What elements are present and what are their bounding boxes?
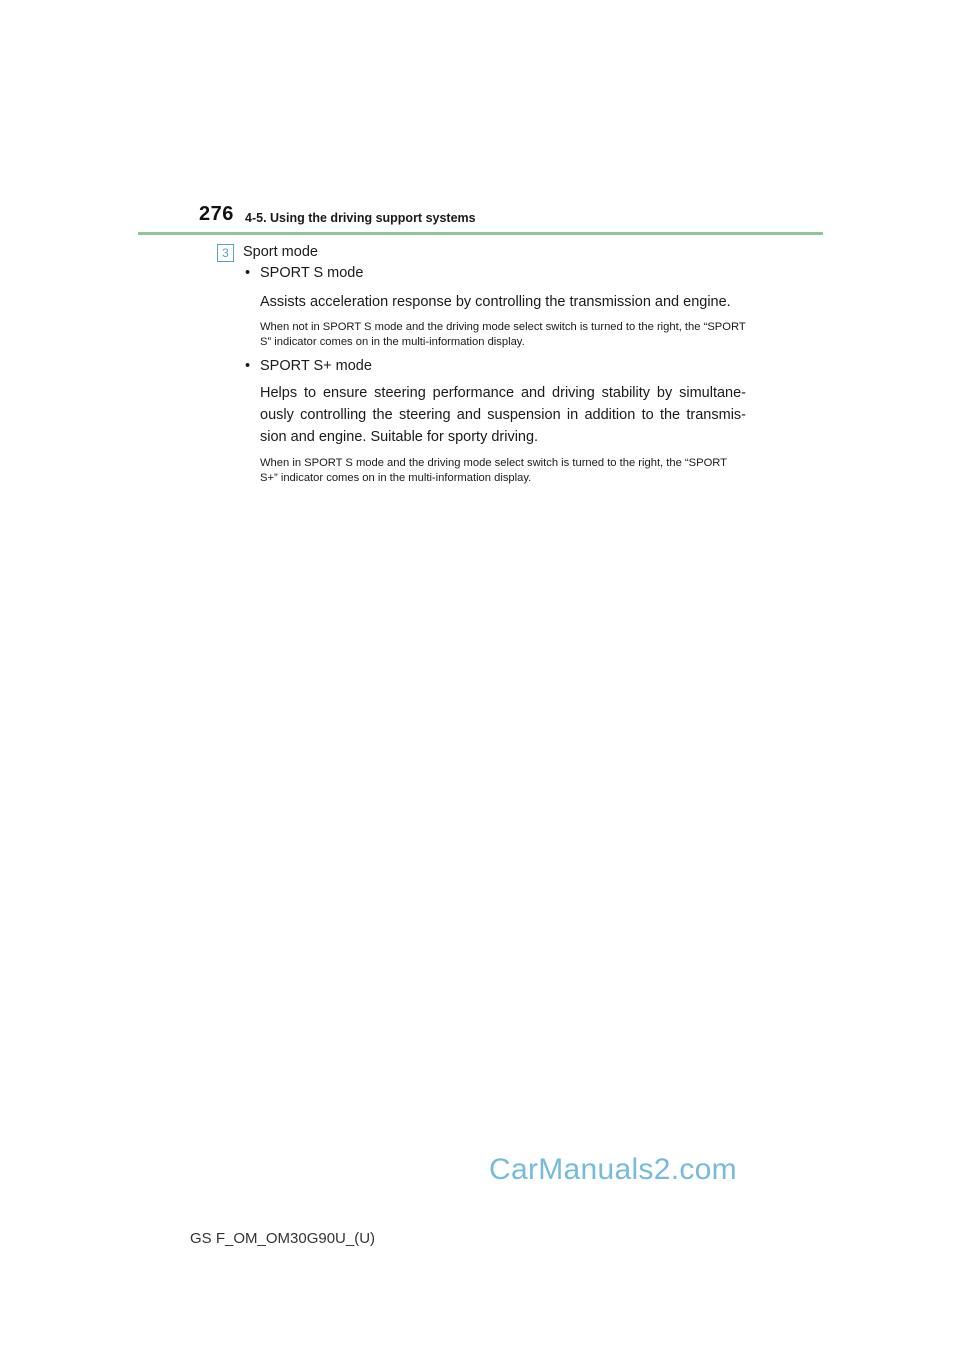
step-title: Sport mode bbox=[243, 244, 318, 260]
item-body-sport-s: Assists acceleration response by controlling the transmission and engine. bbox=[260, 294, 731, 310]
section-title: 4-5. Using the driving support systems bbox=[245, 211, 476, 225]
item-label-sport-s-plus: SPORT S+ mode bbox=[260, 358, 372, 374]
item-body-sport-s-plus: Helps to ensure steering performance and driving stability by simultane-ously controlling the steering and suspension in addition to the transmis-sion and engine. Suitable for sporty driving. bbox=[260, 385, 746, 445]
footer-document-code: GS F_OM_OM30G90U_(U) bbox=[190, 1230, 376, 1247]
page-number: 276 bbox=[199, 203, 234, 225]
bullet-point: • bbox=[245, 265, 251, 281]
item-note-sport-s-plus: When in SPORT S mode and the driving mode select switch is turned to the right, the “SPORT S+” indicator comes on in the multi-information display. bbox=[260, 457, 727, 484]
watermark-logo: CarManuals2.com bbox=[489, 1153, 737, 1186]
item-label-sport-s: SPORT S mode bbox=[260, 265, 364, 281]
bullet-point: • bbox=[245, 358, 251, 374]
header-rule bbox=[138, 232, 823, 235]
step-number-badge: 3 bbox=[217, 244, 234, 262]
item-note-sport-s: When not in SPORT S mode and the driving mode select switch is turned to the right, the “SPORT S” indicator comes on in the multi-information display. bbox=[260, 321, 746, 348]
